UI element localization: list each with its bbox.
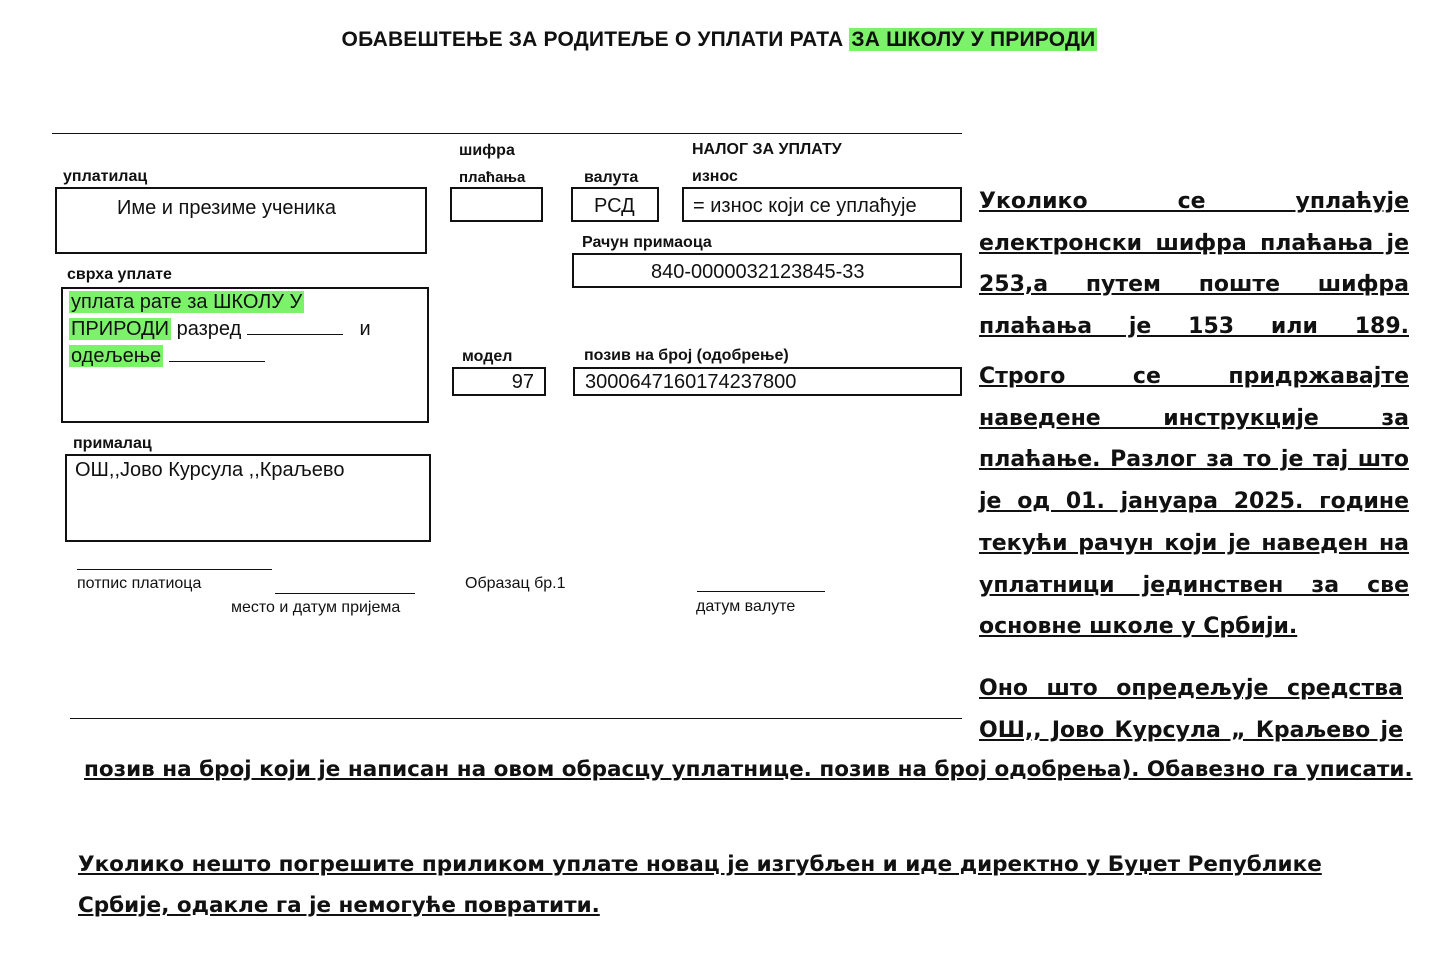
payer-label: уплатилац [63,168,148,185]
class-blank[interactable] [169,343,265,362]
purpose-line-2b: разред [171,318,242,340]
amount-label: износ [692,168,738,185]
payer-value: Име и презиме ученика [117,197,337,219]
payment-code-field[interactable] [450,187,543,222]
model-field[interactable] [452,367,546,396]
payment-code-label-2: плаћања [459,169,526,186]
form-bottom-rule [70,718,962,719]
title-highlight: ЗА ШКОЛУ У ПРИРОДИ [851,28,1096,51]
purpose-line-1: уплата рате за ШКОЛУ У [71,291,303,313]
recipient-value: ОШ,,Јово Курсула ,,Краљево [75,459,345,481]
form-top-rule [52,133,962,134]
amount-value: = износ који се уплаћује [693,195,917,217]
instructions-payment-code: Уколико се уплаћује електронски шифра плаћања је 253,а путем поште шифра плаћања је 153 или 189. [979,189,1409,339]
purpose-line-2a: ПРИРОДИ [71,318,170,340]
currency-value: РСД [594,195,635,217]
model-value: 97 [511,371,534,393]
payment-code-label-1: шифра [459,142,515,159]
recipient-field[interactable] [65,454,431,542]
amount-field[interactable] [682,187,962,222]
purpose-field[interactable] [61,287,429,423]
instructions-determines: Оно што опредељује средства ОШ,, Јово Курсула „ Краљево је [979,676,1403,743]
grade-blank[interactable] [247,316,343,335]
signature-line [77,569,272,570]
account-field[interactable] [572,253,962,288]
value-date-label: датум валуте [696,598,796,615]
reference-label: позив на број (одобрење) [584,347,789,364]
form-number: Образац бр.1 [465,575,566,592]
account-label: Рачун примаоца [582,234,712,251]
purpose-text [69,289,424,370]
place-date-label: место и датум пријема [231,599,401,616]
reference-value: 3000647160174237800 [585,371,797,393]
model-label: модел [462,348,513,365]
currency-field[interactable] [571,187,659,222]
title-text: ОБАВЕШТЕЊЕ ЗА РОДИТЕЉЕ О УПЛАТИ РАТА [341,28,850,51]
payer-field[interactable] [55,187,427,254]
place-date-line [275,593,415,594]
reference-field[interactable] [573,367,962,396]
account-value: 840-0000032123845-33 [651,261,865,283]
recipient-label: прималац [73,435,152,452]
value-date-line [697,591,825,592]
currency-label: валута [584,169,639,186]
payer-signature-label: потпис платиоца [77,575,202,592]
warning-text: Уколико нешто погрешите приликом уплате новац је изгубљен и иде директно у Буџет Републике Србије, одакле га је немогуће повратити. [78,852,1322,918]
purpose-line-2c: и [359,318,371,340]
instructions-reference-line: позив на број који је написан на овом обрасцу уплатнице. позив на број одобрења). Обавезно га уписати. [84,757,1413,782]
purpose-line-3: одељење [71,345,162,367]
instructions-follow: Строго се придржавајте наведене инструкције за плаћање. Разлог за то је тај што је од 01. јануара 2025. године текући рачун који је наведен на уплатници јединствен за све основне школе у Србији. [979,364,1409,640]
purpose-label: сврха уплате [67,266,172,283]
page-title [0,28,1439,52]
order-title: НАЛОГ ЗА УПЛАТУ [692,141,842,158]
